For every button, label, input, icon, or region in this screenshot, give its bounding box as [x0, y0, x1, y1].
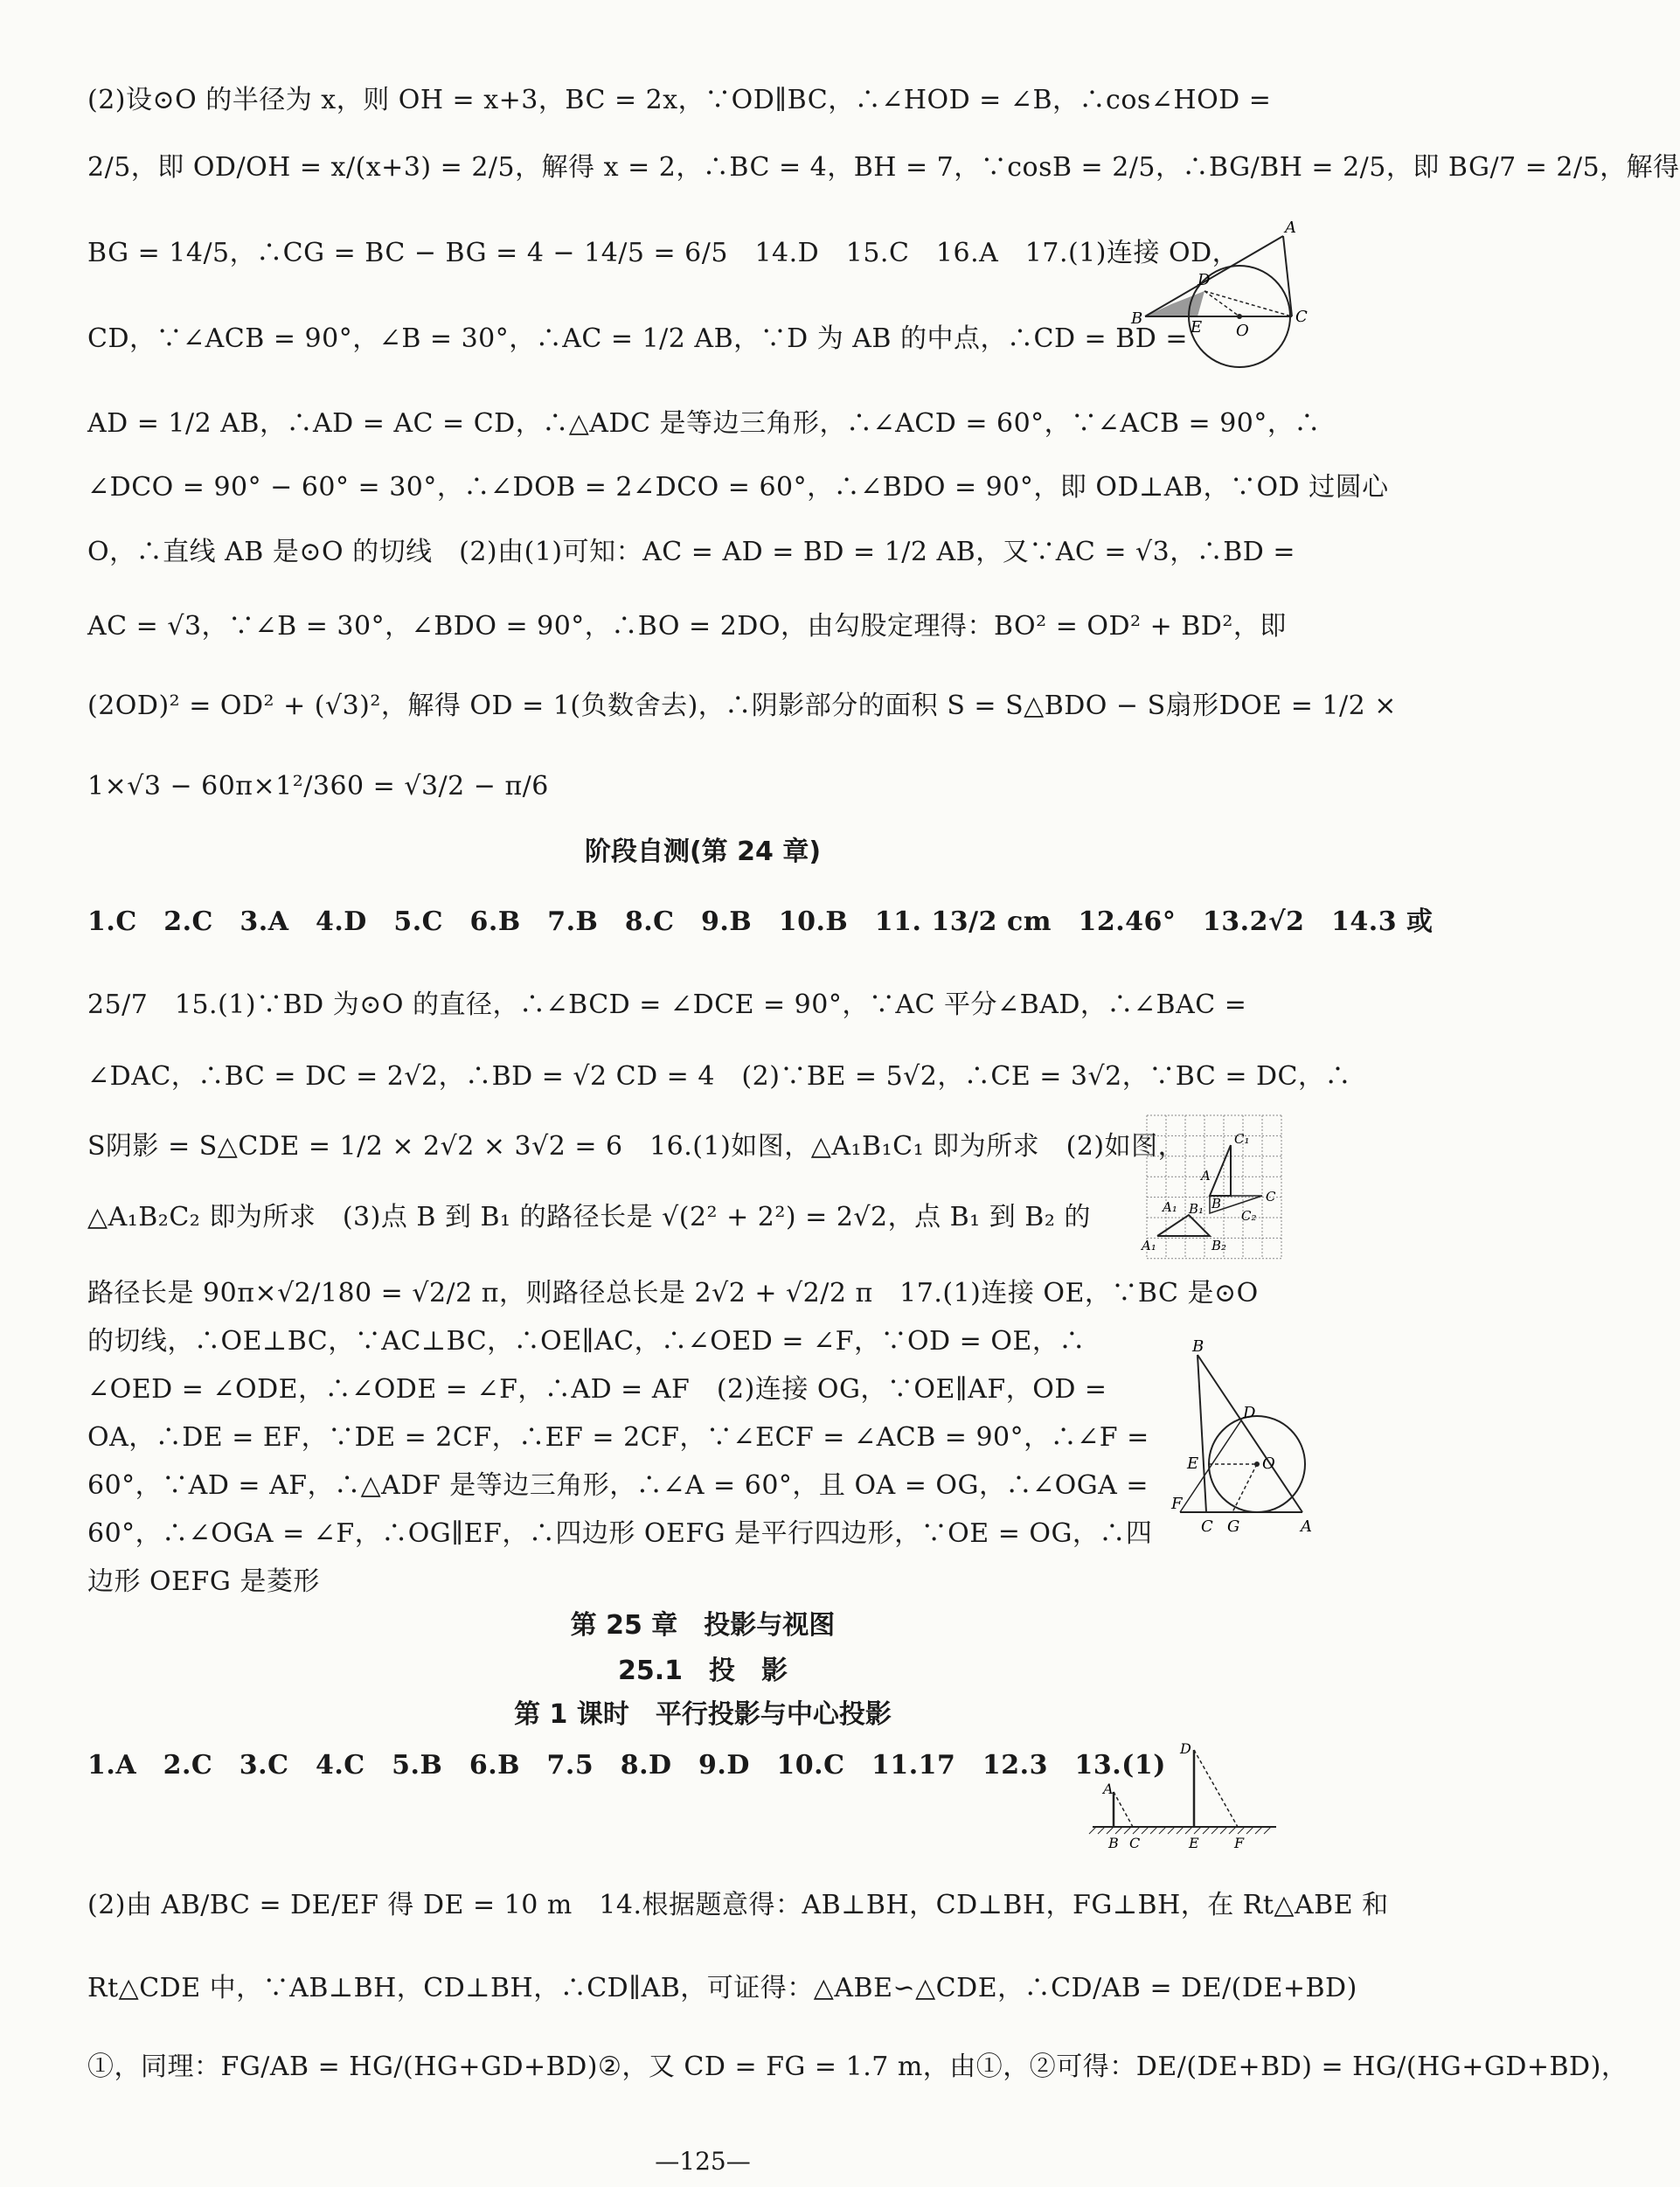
text-line: OA，∴DE = EF，∵DE = 2CF，∴EF = 2CF，∵∠ECF = ∠ACB = 90°，∴∠F = — [87, 1422, 1149, 1453]
shaded-region — [1145, 291, 1204, 316]
fig4-label: C — [1129, 1835, 1141, 1851]
page-number: —125— — [655, 2147, 751, 2176]
fig1-label: O — [1236, 322, 1249, 340]
text-line: ∠DAC，∴BC = DC = 2√2，∴BD = √2 CD = 4 (2)∵BE = 5√2，∴CE = 3√2，∵BC = DC，∴ — [87, 1061, 1351, 1092]
fig2-label: A — [1201, 1168, 1211, 1184]
fig2-label: B — [1211, 1196, 1222, 1212]
grid-figure — [1136, 1110, 1294, 1276]
fig1-label: E — [1191, 318, 1203, 337]
text-line: O，∴直线 AB 是⊙O 的切线 (2)由(1)可知：AC = AD = BD = 1/2 AB，又∵AC = √3，∴BD = — [87, 537, 1296, 567]
fig3-label: A — [1301, 1517, 1312, 1536]
fig2-label: C₁ — [1234, 1131, 1250, 1147]
text-line: 60°，∵AD = AF，∴△ADF 是等边三角形，∴∠A = 60°，且 OA = OG，∴∠OGA = — [87, 1470, 1149, 1501]
fig2-label: A₁ — [1163, 1199, 1177, 1215]
chapter-heading: 第 25 章 投影与视图 — [570, 1610, 836, 1641]
text-line: AD = 1/2 AB，∴AD = AC = CD，∴△ADC 是等边三角形，∴∠ACD = 60°，∵∠ACB = 90°，∴ — [87, 408, 1321, 439]
text-line: 2/5，即 OD/OH = x/(x+3) = 2/5，解得 x = 2，∴BC = 4，BH = 7，∵cosB = 2/5，∴BG/BH = 2/5，即 BG/7 = 2/5，解得 — [87, 152, 1680, 183]
text-line: ∠DCO = 90° − 60° = 30°，∴∠DOB = 2∠DCO = 60°，∴∠BDO = 90°，即 OD⊥AB，∵OD 过圆心 — [87, 472, 1389, 503]
fig2-label: A₁ — [1142, 1238, 1156, 1253]
fig1-label: B — [1131, 309, 1143, 328]
fig3-label: D — [1243, 1404, 1256, 1422]
fig3-label: G — [1227, 1517, 1240, 1536]
fig4-label: D — [1180, 1740, 1191, 1757]
text-line: AC = √3，∵∠B = 30°，∠BDO = 90°，∴BO = 2DO，由勾股定理得：BO² = OD² + BD²，即 — [87, 611, 1287, 642]
fig1-label: C — [1295, 308, 1308, 326]
answer-line: 1.C 2.C 3.A 4.D 5.C 6.B 7.B 8.C 9.B 10.B 11. 13/2 cm 12.46° 13.2√2 14.3 或 — [87, 906, 1434, 937]
section-heading: 25.1 投 影 — [617, 1656, 788, 1686]
text-line: Rt△CDE 中，∵AB⊥BH，CD⊥BH，∴CD∥AB，可证得：△ABE∽△CDE，∴CD/AB = DE/(DE+BD) — [87, 1973, 1357, 2003]
text-line: 1×√3 − 60π×1²/360 = √3/2 − π/6 — [87, 771, 549, 802]
fig4-label: F — [1234, 1835, 1245, 1851]
fig2-label: B₂ — [1211, 1238, 1227, 1253]
fig4-label: E — [1189, 1835, 1199, 1851]
text-line: (2OD)² = OD² + (√3)²，解得 OD = 1(负数舍去)，∴阴影部分的面积 S = S△BDO − S扇形DOE = 1/2 × — [87, 691, 1397, 721]
fig4-label: B — [1108, 1835, 1119, 1851]
fig3-label: F — [1171, 1495, 1183, 1513]
projection-figure — [1084, 1739, 1285, 1862]
text-line: BG = 14/5，∴CG = BC − BG = 4 − 14/5 = 6/5 14.D 15.C 16.A 17.(1)连接 OD， — [87, 238, 1239, 268]
text-line: △A₁B₂C₂ 即为所求 (3)点 B 到 B₁ 的路径长是 √(2² + 2²) = 2√2，点 B₁ 到 B₂ 的 — [87, 1202, 1091, 1232]
geometry-figure-3 — [1171, 1337, 1329, 1538]
fig3-label: C — [1201, 1517, 1213, 1536]
fig2-label: C — [1266, 1189, 1276, 1205]
text-line: 25/7 15.(1)∵BD 为⊙O 的直径，∴∠BCD = ∠DCE = 90°，∵AC 平分∠BAD，∴∠BAC = — [87, 989, 1247, 1020]
answer-line: 1.A 2.C 3.C 4.C 5.B 6.B 7.5 8.D 9.D 10.C 11.17 12.3 13.(1) — [87, 1750, 1166, 1781]
text-line: ①，同理：FG/AB = HG/(HG+GD+BD)②，又 CD = FG = 1.7 m，由①，②可得：DE/(DE+BD) = HG/(HG+GD+BD)， — [87, 2052, 1628, 2082]
text-line: CD，∵∠ACB = 90°，∠B = 30°，∴AC = 1/2 AB，∵D 为 AB 的中点，∴CD = BD = — [87, 323, 1188, 354]
lesson-heading: 第 1 课时 平行投影与中心投影 — [514, 1699, 892, 1730]
fig3-label: B — [1192, 1337, 1204, 1356]
text-line: 路径长是 90π×√2/180 = √2/2 π，则路径总长是 2√2 + √2/2 π 17.(1)连接 OE，∵BC 是⊙O — [87, 1278, 1259, 1309]
text-line: ∠OED = ∠ODE，∴∠ODE = ∠F，∴AD = AF (2)连接 OG，∵OE∥AF，OD = — [87, 1374, 1107, 1405]
fig4-label: A — [1103, 1781, 1114, 1797]
fig1-label: D — [1198, 271, 1211, 289]
fig1-label: A — [1285, 219, 1296, 237]
text-line: (2)设⊙O 的半径为 x，则 OH = x+3，BC = 2x，∵OD∥BC，∴∠HOD = ∠B，∴cos∠HOD = — [87, 85, 1272, 115]
text-line: (2)由 AB/BC = DE/EF 得 DE = 10 m 14.根据题意得：AB⊥BH，CD⊥BH，FG⊥BH，在 Rt△ABE 和 — [87, 1890, 1389, 1920]
fig3-label: E — [1187, 1455, 1199, 1473]
text-line: 边形 OEFG 是菱形 — [87, 1566, 320, 1597]
section-heading: 阶段自测(第 24 章) — [584, 837, 822, 867]
text-line: 60°，∴∠OGA = ∠F，∴OG∥EF，∴四边形 OEFG 是平行四边形，∵OE = OG，∴四 — [87, 1518, 1153, 1549]
geometry-figure-1 — [1128, 219, 1320, 376]
fig2-label: C₂ — [1241, 1208, 1257, 1224]
fig3-label: O — [1262, 1455, 1275, 1473]
fig2-label: B₁ — [1189, 1201, 1204, 1217]
text-line: 的切线，∴OE⊥BC，∵AC⊥BC，∴OE∥AC，∴∠OED = ∠F，∵OD = OE，∴ — [87, 1326, 1086, 1357]
text-line: S阴影 = S△CDE = 1/2 × 2√2 × 3√2 = 6 16.(1)如图，△A₁B₁C₁ 即为所求 (2)如图， — [87, 1131, 1185, 1162]
